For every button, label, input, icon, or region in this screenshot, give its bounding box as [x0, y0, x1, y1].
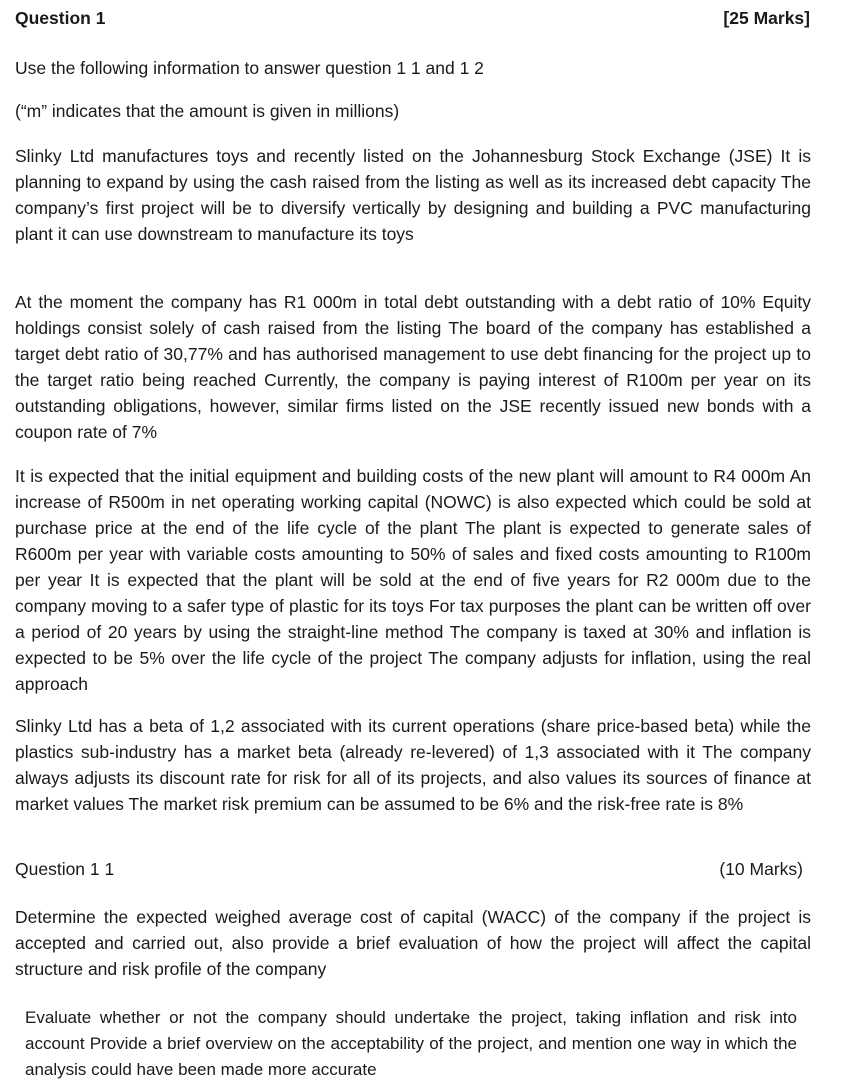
subquestion-title: Question 1 1: [15, 859, 115, 879]
paragraph-debt-position: At the moment the company has R1 000m in total debt outstanding with a debt ratio of 10% Equity holdings consist solely of cash raised from the listing The board of the company has established a target debt ratio of 30,77% and has authorised management to use debt financing for the project up to the target ratio being reached Currently, the company is paying interest of R100m per year on its outstanding obligations, however, similar firms listed on the JSE recently issued new bonds with a coupon rate of 7%: [15, 292, 811, 442]
question-title: Question 1: [15, 8, 106, 28]
intro-line-2: (“m” indicates that the amount is given in millions): [15, 101, 400, 121]
paragraph-plant-cash-flows: It is expected that the initial equipment and building costs of the new plant will amount to R4 000m An increase of R500m in net operating working capital (NOWC) is also expected which could be sold at purchase price at the end of the life cycle of the plant The plant is expected to generate sales of R600m per year with variable costs amounting to 50% of sales and fixed costs amounting to R100m per year It is expected that the plant will be sold at the end of five years for R2 000m due to the company moving to a safer type of plastic for its toys For tax purposes the plant can be written off over a period of 20 years by using the straight-line method The company is taxed at 30% and inflation is expected to be 5% over the life cycle of the project The company adjusts for inflation, using the real approach: [15, 466, 811, 694]
subquestion-text: Determine the expected weighed average cost of capital (WACC) of the company if the project is accepted and carried out, also provide a brief evaluation of how the project will affect the capital structure and risk profile of the company: [15, 907, 811, 979]
paragraph-risk-profile: Slinky Ltd has a beta of 1,2 associated with its current operations (share price-based beta) while the plastics sub-industry has a market beta (already re-levered) of 1,3 associated with it The company always adjusts its discount rate for risk for all of its projects, and also values its sources of finance at market values The market risk premium can be assumed to be 6% and the risk-free rate is 8%: [15, 716, 811, 814]
intro-line-1: Use the following information to answer question 1 1 and 1 2: [15, 58, 484, 78]
subquestion-header: [15, 859, 803, 880]
paragraph-company-overview: Slinky Ltd manufactures toys and recently listed on the Johannesburg Stock Exchange (JSE) It is planning to expand by using the cash raised from the listing as well as its increased debt capacity The company’s first project will be to diversify vertically by designing and building a PVC manufacturing plant it can use downstream to manufacture its toys: [15, 146, 811, 244]
subquestion-marks: (10 Marks): [719, 859, 803, 879]
question-header: [15, 8, 810, 29]
question-marks: [25 Marks]: [723, 8, 810, 28]
question-1-2-text: Evaluate whether or not the company should undertake the project, taking inflation and risk into account Provide a brief overview on the acceptability of the project, and mention one way in which the analysis could have been made more accurate: [25, 1008, 797, 1079]
